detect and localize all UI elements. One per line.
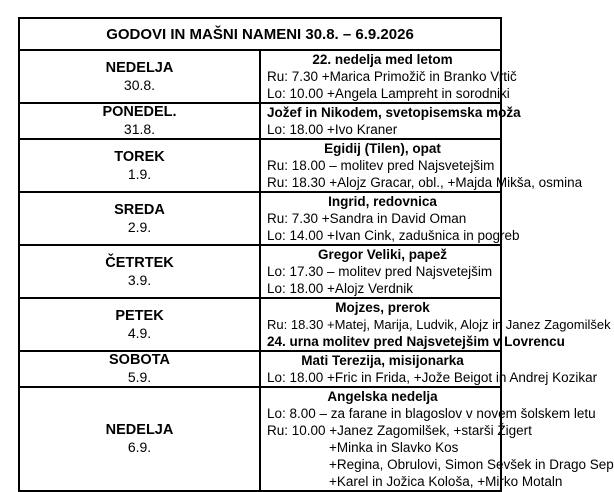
intention-line: Ru: 18.00 – molitev pred Najsvetejšim (267, 158, 495, 173)
day-name: SOBOTA (109, 352, 170, 368)
day-row (19, 245, 501, 298)
day-name: ČETRTEK (105, 254, 174, 271)
intention-line: Lo: 14.00 +Ivan Cink, zadušnica in pogreb (267, 228, 520, 243)
day-row (19, 192, 501, 245)
intentions-cell (260, 298, 611, 351)
feast-title: Mojzes, prerok (335, 300, 430, 315)
schedule-table (18, 17, 614, 492)
intention-line: Lo: 18.00 +Ivo Kraner (267, 122, 398, 137)
day-row (19, 387, 501, 491)
day-name: PONEDEL. (102, 104, 177, 120)
intention-line: Lo: 8.00 – za farane in blagoslov v novem šolskem letu (267, 406, 596, 421)
day-name: PETEK (115, 307, 164, 324)
day-cell (19, 245, 260, 298)
intentions-cell (260, 245, 501, 298)
intentions-cell (260, 50, 517, 103)
day-date: 3.9. (127, 271, 152, 288)
day-cell (19, 387, 260, 491)
day-name: NEDELJA (105, 422, 174, 438)
schedule-body (19, 18, 614, 491)
day-row (19, 351, 501, 387)
day-cell (19, 298, 260, 351)
day-date: 31.8. (123, 121, 156, 137)
feast-title: Egidij (Tilen), opat (324, 141, 441, 156)
intention-line: Ru: 7.30 +Marica Primožič in Branko Vrtič (267, 69, 517, 84)
intention-line: Lo: 18.00 +Fric in Frida, +Jože Beigot in Andrej Kozikar (267, 370, 598, 385)
day-date: 4.9. (127, 324, 152, 341)
intention-line: Ru: 18.30 +Alojz Gracar, obl., +Majda Mikša, osmina (267, 175, 583, 190)
intentions-cell (260, 103, 521, 139)
intention-line-continued: +Minka in Slavko Kos (329, 440, 459, 455)
feast-title: Angelska nedelja (327, 389, 438, 404)
intention-line-continued: +Regina, Obrulovi, Simon Sevšek in Drago Sep (329, 457, 614, 472)
day-date: 2.9. (127, 218, 152, 235)
day-row (19, 50, 501, 103)
day-name: SREDA (114, 201, 165, 218)
day-cell (19, 139, 260, 192)
day-cell (19, 351, 260, 387)
intention-line: Ru: 7.30 +Sandra in David Oman (267, 211, 467, 226)
intention-line: Ru: 10.00 +Janez Zagomilšek, +starši Žigert (267, 423, 532, 438)
day-date: 1.9. (127, 165, 152, 182)
day-row (19, 139, 501, 192)
intention-line: Ru: 18.30 +Matej, Marija, Ludvik, Alojz in Janez Zagomilšek (267, 317, 611, 332)
intention-line: Lo: 10.00 +Angela Lampreht in sorodniki (267, 86, 510, 101)
feast-title: Ingrid, redovnica (328, 194, 437, 209)
header-row (19, 18, 501, 50)
intentions-cell (260, 387, 614, 491)
intentions-cell (260, 139, 583, 192)
day-date: 30.8. (123, 76, 156, 93)
day-cell (19, 50, 260, 103)
feast-title: 22. nedelja med letom (312, 52, 453, 67)
day-row (19, 103, 501, 139)
day-date: 6.9. (127, 439, 152, 455)
intention-line: Lo: 18.00 +Alojz Verdnik (267, 281, 413, 296)
feast-title: Mati Terezija, misijonarka (301, 353, 464, 368)
intention-line-continued: +Karel in Jožica Kološa, +Mirko Motaln (329, 474, 563, 489)
schedule-title: GODOVI IN MAŠNI NAMENI 30.8. – 6.9.2026 (19, 18, 501, 50)
intention-line: Lo: 17.30 – molitev pred Najsvetejšim (267, 264, 493, 279)
day-cell (19, 103, 260, 139)
intentions-cell (260, 192, 520, 245)
day-cell (19, 192, 260, 245)
feast-title: Gregor Veliki, papež (317, 247, 448, 262)
day-name: NEDELJA (105, 59, 174, 76)
day-row (19, 298, 501, 351)
intentions-cell (260, 351, 598, 387)
day-name: TOREK (114, 148, 165, 165)
day-date: 5.9. (127, 369, 152, 385)
feast-title: Jožef in Nikodem, svetopisemska moža (267, 105, 521, 120)
feast-title: 24. urna molitev pred Najsvetejšim v Lovrencu (267, 334, 565, 349)
